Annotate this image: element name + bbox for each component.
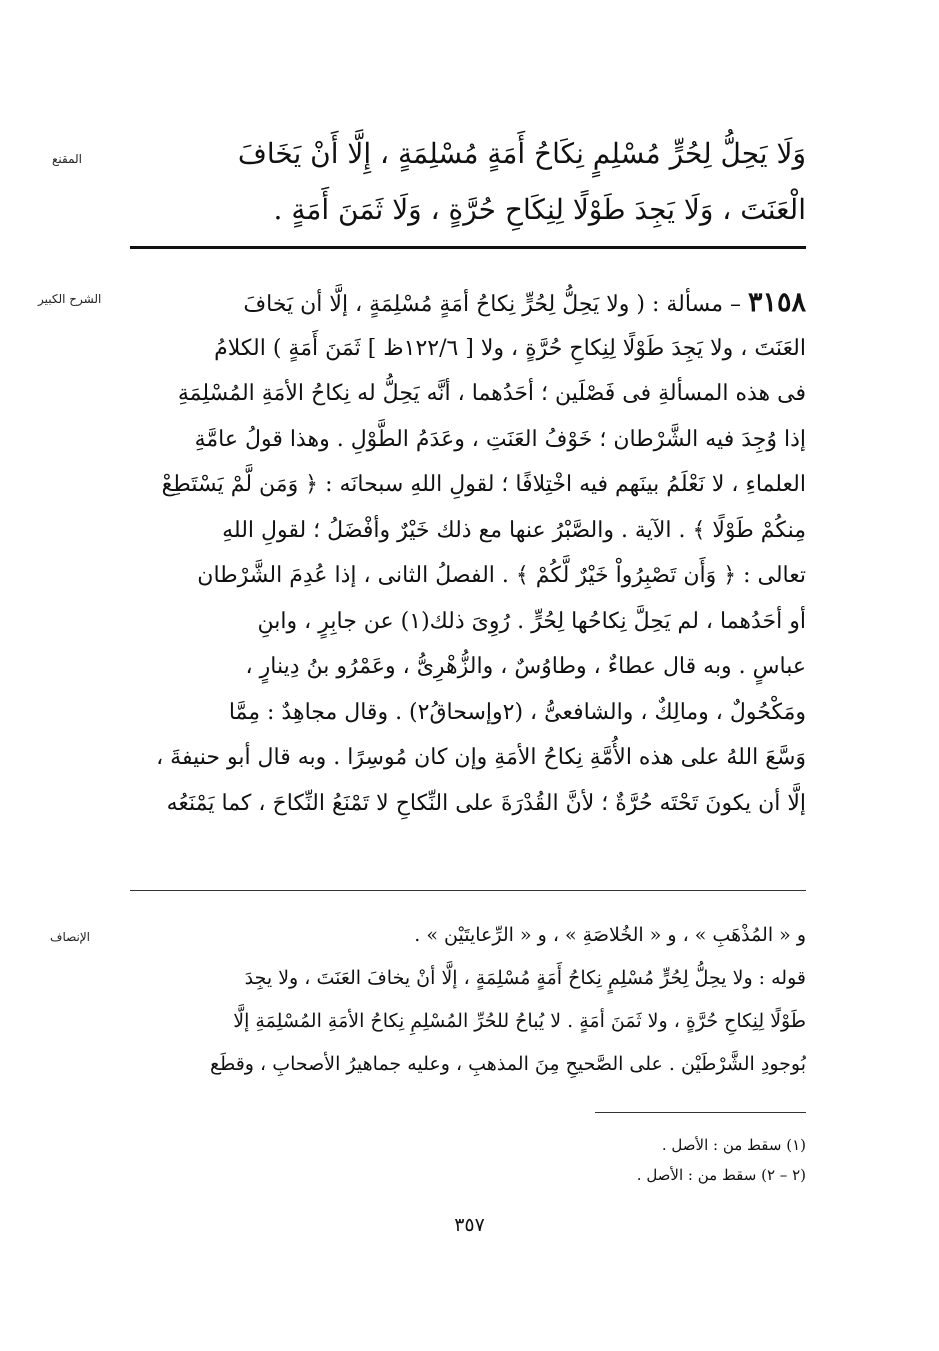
sharh-first-line-text: – مسألة : ( ولا يَحِلُّ لِحُرٍّ نِكاحُ أمَةٍ مُسْلِمَةٍ ، إلَّا أن يَخافَ: [243, 292, 741, 317]
sharh-line: فى هذه المسألةِ فى فَصْلَين ؛ أحَدُهما ، أنَّه يَحِلُّ له نِكاحُ الأمَةِ المُسْلِمَةِ: [177, 381, 806, 406]
muqni-text: [130, 126, 806, 238]
muqni-line: وَلَا يَحِلُّ لِحُرٍّ مُسْلِمٍ نِكَاحُ أَمَةٍ مُسْلِمَةٍ ، إِلَّا أَنْ يَخَافَ: [237, 137, 806, 170]
sharh-line: إذا وُجِدَ فيه الشَّرْطان ؛ خَوْفُ العَنَتِ ، وعَدَمُ الطَّوْلِ . وهذا قولُ عامَّةِ: [194, 426, 806, 452]
sharh-line: ومَكْحُولٌ ، ومالِكٌ ، والشافعىُّ ، (٢وإسحاقُ٢) . وقال مجاهِدٌ : مِمَّا: [228, 699, 806, 725]
sharh-line: إلَّا أن يكونَ تَحْتَه حُرَّةٌ ؛ لأنَّ القُدْرَةَ على النِّكاحِ لا تَمْنَعُ النِّكاحَ ، كما يَمْنَعُه: [166, 790, 806, 816]
sharh-line: تعالى : ﴿ وَأَن تَصْبِرُواْ خَيْرٌ لَّكُمْ ﴾ . الفصلُ الثانى ، إذا عُدِمَ الشَّرْطان: [197, 563, 806, 588]
label-insaf: الإنصاف: [50, 930, 91, 944]
sharh-line: العَنَتَ ، ولا يَجِدَ طَوْلًا لِنِكاحِ حُرَّةٍ ، ولا [ ١٢٢/٦ظ ] ثَمَنَ أَمَةٍ ) الكلامُ: [214, 335, 806, 361]
section-divider-thick: [130, 246, 806, 249]
sharh-first-line: [130, 280, 806, 326]
footnote: (١) سقط من : الأصل .: [661, 1136, 806, 1154]
section-divider-thin: [130, 890, 806, 891]
footnote: (٢ – ٢) سقط من : الأصل .: [636, 1166, 806, 1184]
insaf-line: قوله : ولا يحِلُّ لِحُرٍّ مُسْلِمٍ نِكاحُ أَمَةٍ مُسْلِمَةٍ ، إلَّا أنْ يخافَ العَنَتَ ، ولا يجِدَ: [244, 967, 806, 989]
insaf-line: و « المُذْهَبِ » ، و « الخُلاصَةِ » ، و « الرِّعايتَيْن » .: [414, 924, 806, 946]
issue-number: ٣١٥٨: [747, 287, 806, 318]
sharh-line: عباسٍ . وبه قال عطاءٌ ، وطاوُسٌ ، والزُّهْرِىُّ ، وعَمْرُو بنُ دِينارٍ ،: [245, 654, 806, 679]
insaf-text: [130, 914, 806, 1086]
muqni-line: الْعَنَتَ ، وَلَا يَجِدَ طَوْلًا لِنِكَاحِ حُرَّةٍ ، وَلَا ثَمَنَ أَمَةٍ .: [273, 193, 806, 226]
page-number: ٣٥٧: [454, 1214, 485, 1236]
sharh-line: وَسَّعَ اللهُ على هذه الأُمَّةِ نِكاحُ الأمَةِ وإن كان مُوسِرًا . وبه قال أبو حنيفةَ ،: [156, 745, 806, 770]
sharh-line: أو أحَدُهما ، لم يَحِلَّ نِكاحُها لِحُرٍّ . رُوِىَ ذلك(١) عن جابِرٍ ، وابنِ: [257, 608, 806, 634]
label-muqni: المقنع: [52, 152, 83, 166]
insaf-line: طَوْلًا لِنِكاحِ حُرَّةٍ ، ولا ثَمَنَ أمَةٍ . لا يُباحُ للحُرِّ المُسْلِمِ نِكاحُ الأمَةِ المُسْلِمَةِ إلَّا: [233, 1010, 806, 1032]
sharh-line: مِنكُمْ طَوْلًا ﴾ . الآية . والصَّبْرُ عنها مع ذلك خَيْرٌ وأفْضَلُ ؛ لقولِ اللهِ: [222, 517, 806, 543]
footnotes: [130, 1130, 806, 1190]
label-sharh: الشرح الكبير: [38, 292, 102, 306]
sharh-text: [130, 280, 806, 826]
sharh-line: العلماءِ ، لا نَعْلَمُ بينَهم فيه اخْتِلافًا ؛ لقولِ اللهِ سبحانَه : ﴿ وَمَن لَّمْ يَسْتَطِعْ: [161, 472, 806, 497]
footnote-divider: [595, 1112, 806, 1113]
insaf-line: بُوجودِ الشَّرْطَيْن . على الصَّحيحِ مِنَ المذهبِ ، وعليه جماهيرُ الأصحابِ ، وقطَع: [210, 1053, 806, 1075]
